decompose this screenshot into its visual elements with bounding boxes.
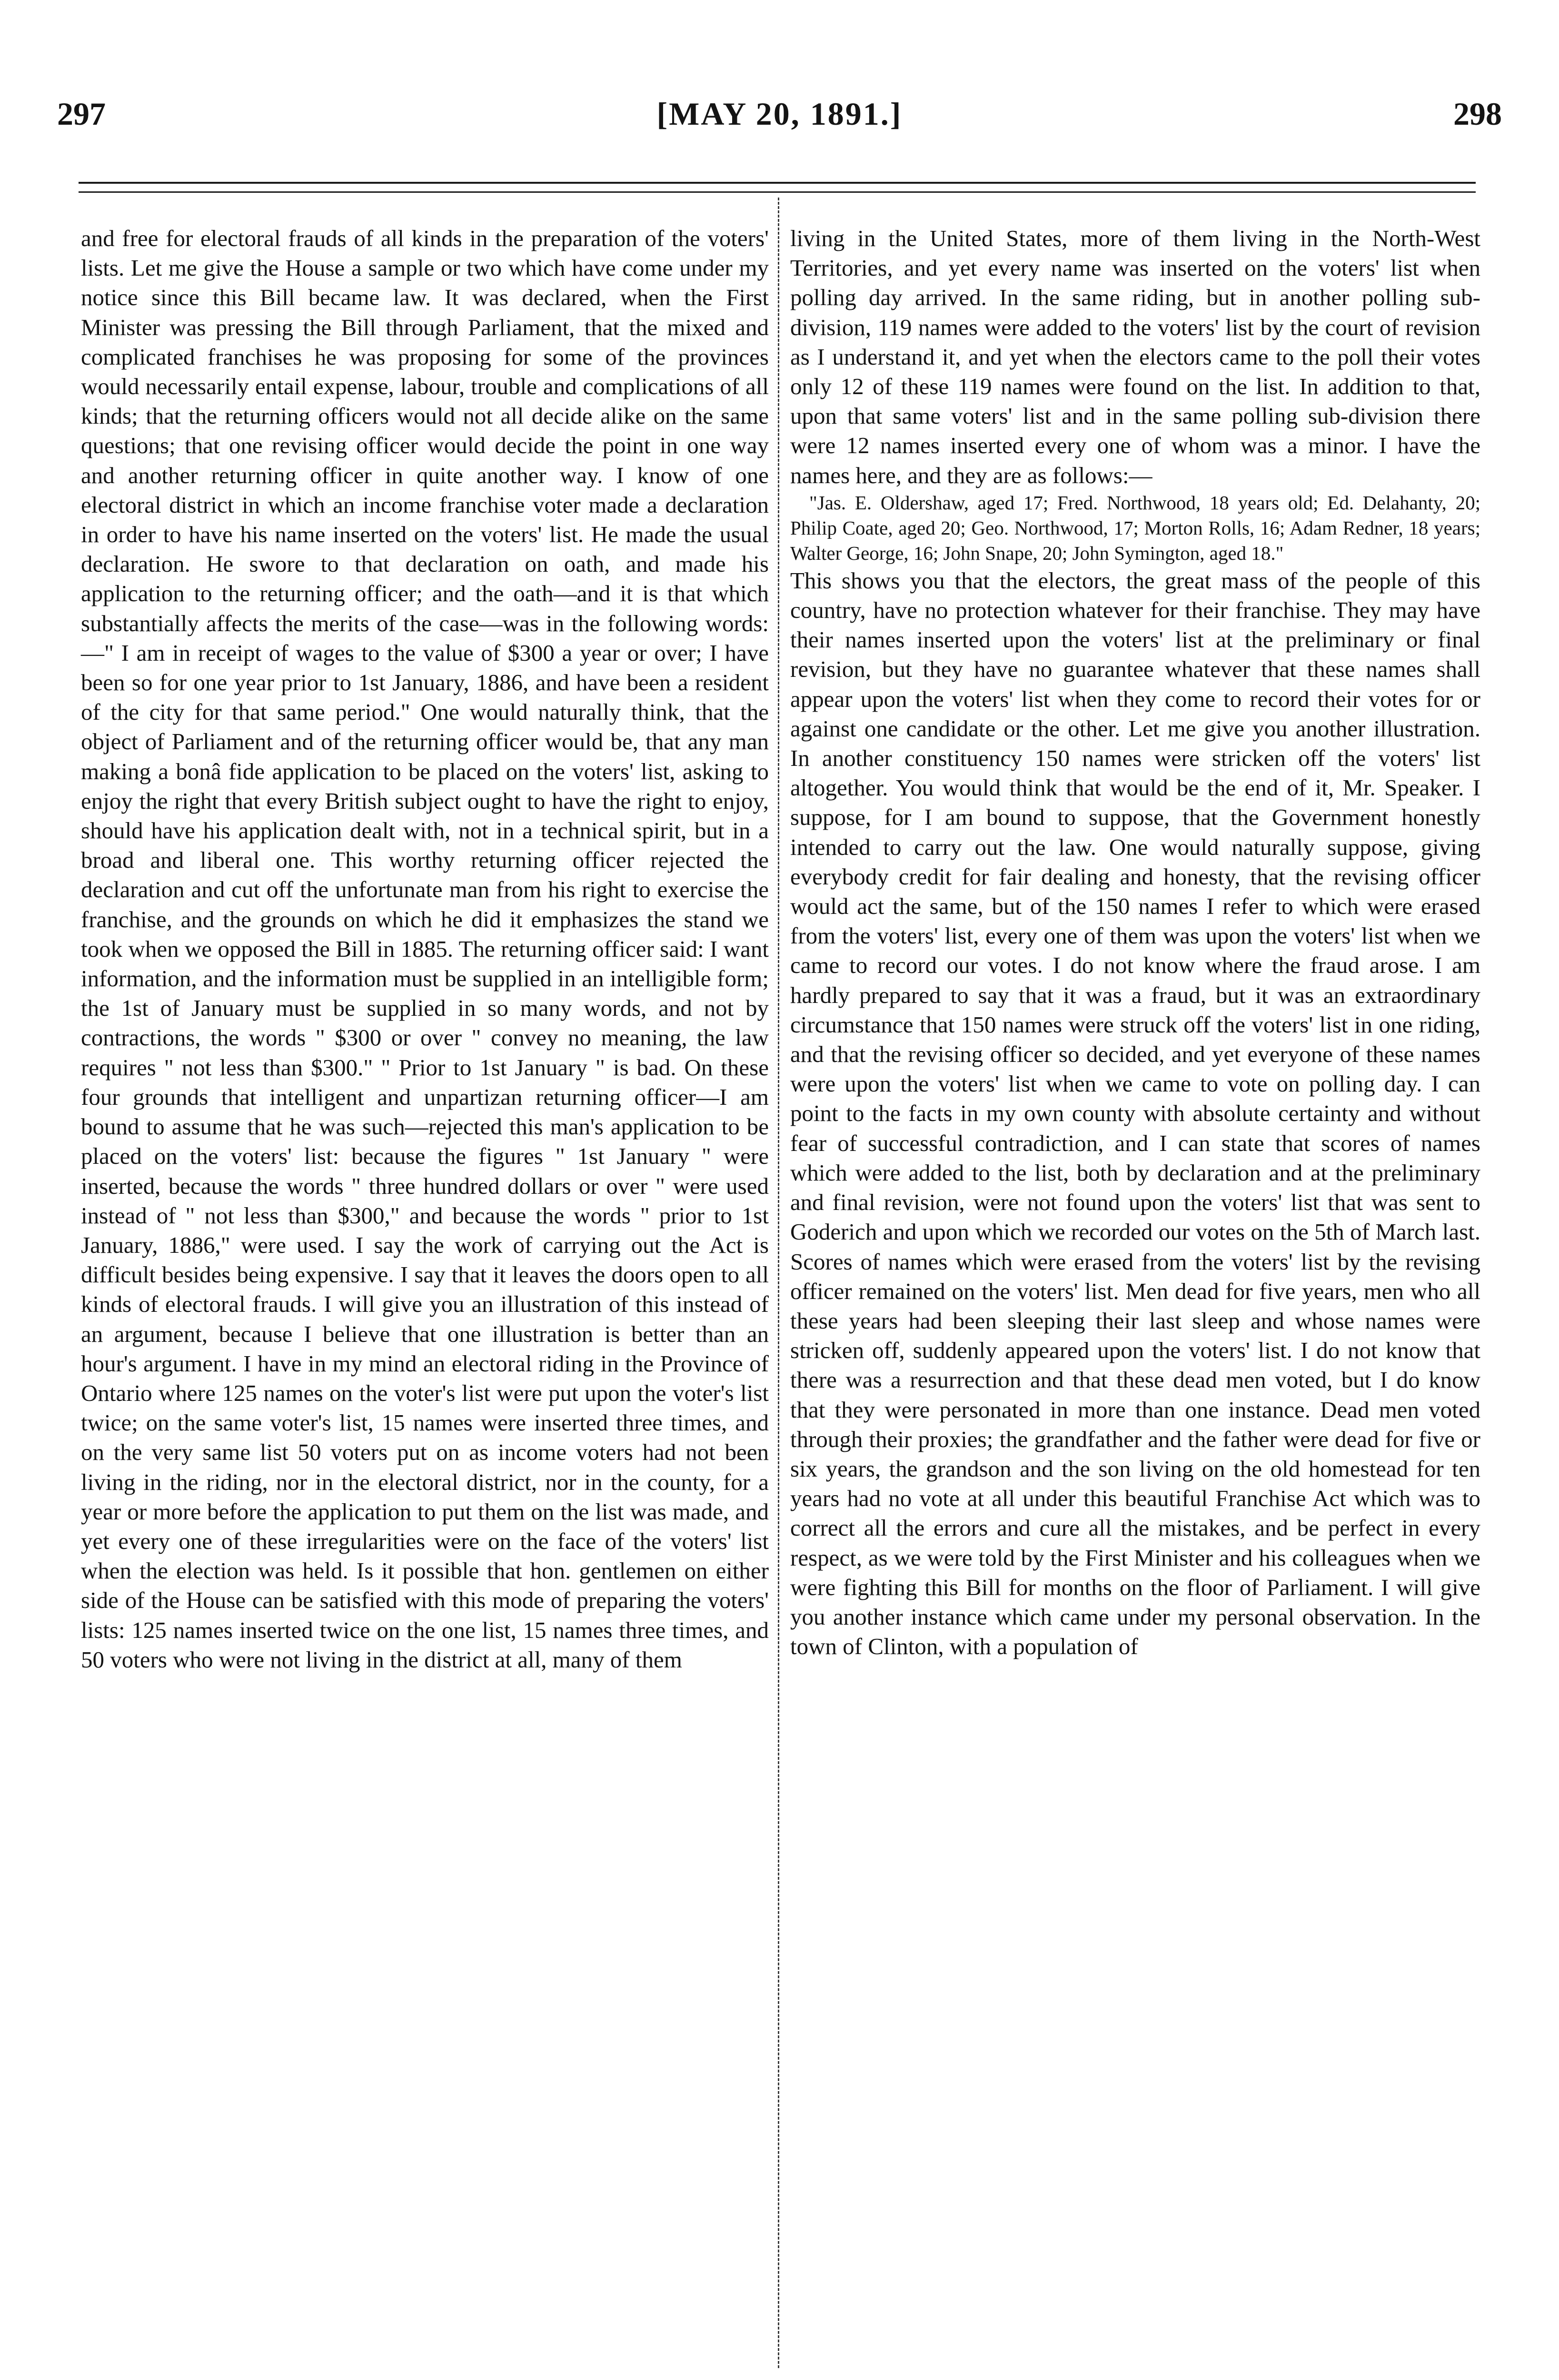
right-column [790, 224, 1480, 1661]
left-column [81, 224, 769, 1675]
header-rule-top [79, 182, 1476, 184]
right-page-number: 298 [1453, 96, 1502, 132]
page-header [57, 95, 1502, 148]
right-column-paragraph-1: living in the United States, more of them living in the North-West Territories, and yet every name was inserted on the voters' list when polling day arrived. In the same riding, but in another polling sub-division, 119 names were added to the voters' list by the court of revision as I understand it, and yet when the electors came to the poll their votes only 12 of these 119 names were found on the list. In addition to that, upon that same voters' list and in the same polling sub-division there were 12 names inserted every one of whom was a minor. I have the names here, and they are as follows:— [790, 225, 1480, 488]
names-quote: "Jas. E. Oldershaw, aged 17; Fred. Northwood, 18 years old; Ed. Delahanty, 20; Philip Coate, aged 20; Geo. Northwood, 17; Morton Rolls, 16; Adam Redner, 18 years; Walter George, 16; John Snape, 20; John Symington, aged 18." [790, 491, 1480, 564]
header-rule-bottom [79, 191, 1476, 193]
page-date: [MAY 20, 1891.] [656, 96, 903, 132]
left-column-paragraph: and free for electoral frauds of all kinds in the preparation of the voters' lists. Let me give the House a sample or two which have come under my notice since this Bill became law. It was declared, when the First Minister was pressing the Bill through Parliament, that the mixed and complicated franchises he was proposing for some of the provinces would necessarily entail expense, labour, trouble and complications of all kinds; that the returning officers would not all decide alike on the same questions; that one revising officer would decide the point in one way and another returning officer in quite another way. I know of one electoral district in which an income franchise voter made a declaration in order to have his name inserted on the voters' list. He made the usual declaration. He swore to that declaration on oath, and made his application to the returning officer; and the oath—and it is that which substantially affects the merits of the case—was in the following words:—" I am in receipt of wages to the value of $300 a year or over; I have been so for one year prior to 1st January, 1886, and have been a resident of the city for that same period." One would naturally think, that the object of Parliament and of the returning officer would be, that any man making a bonâ fide application to be placed on the voters' list, asking to enjoy the right that every British subject ought to have the right to enjoy, should have his application dealt with, not in a technical spirit, but in a broad and liberal one. This worthy returning officer rejected the declaration and cut off the unfortunate man from his right to exercise the franchise, and the grounds on which he did it emphasizes the stand we took when we opposed the Bill in 1885. The returning officer said: I want information, and the information must be supplied in an intelligible form; the 1st of January must be supplied in so many words, and not by contractions, the words " $300 or over " convey no meaning, the law requires " not less than $300." " Prior to 1st January " is bad. On these four grounds that intelligent and unpartizan returning officer—I am bound to assume that he was such—rejected this man's application to be placed on the voters' list: because the figures " 1st January " were inserted, because the words " three hundred dollars or over " were used instead of " not less than $300," and because the words " prior to 1st January, 1886," were used. I say the work of carrying out the Act is difficult besides being expensive. I say that it leaves the doors open to all kinds of electoral frauds. I will give you an illustration of this instead of an argument, because I believe that one illustration is better than an hour's argument. I have in my mind an electoral riding in the Province of Ontario where 125 names on the voter's list were put upon the voter's list twice; on the same voter's list, 15 names were inserted three times, and on the very same list 50 voters put on as income voters had not been living in the riding, nor in the electoral district, nor in the county, for a year or more before the application to put them on the list was made, and yet every one of these irregularities were on the face of the voters' list when the election was held. Is it possible that hon. gentlemen on either side of the House can be satisfied with this mode of preparing the voters' lists: 125 names inserted twice on the one list, 15 names three times, and 50 voters who were not living in the district at all, many of them [81, 225, 769, 1673]
left-page-number: 297 [57, 96, 106, 132]
right-column-paragraph-2: This shows you that the electors, the great mass of the people of this country, have no protection whatever for their franchise. They may have their names inserted upon the voters' list at the preliminary or final revision, but they have no guarantee whatever that these names shall appear upon the voters' list when they come to record their votes for or against one candidate or the other. Let me give you another illustration. In another constituency 150 names were stricken off the voters' list altogether. You would think that would be the end of it, Mr. Speaker. I suppose, for I am bound to suppose, that the Government honestly intended to carry out the law. One would naturally suppose, giving everybody credit for fair dealing and honesty, that the revising officer would act the same, but of the 150 names I refer to which were erased from the voters' list, every one of them was upon the voters' list when we came to record our votes. I do not know where the fraud arose. I am hardly prepared to say that it was a fraud, but it was an extraordinary circumstance that 150 names were struck off the voters' list in one riding, and that the revising officer so decided, and yet everyone of these names were upon the voters' list when we came to vote on polling day. I can point to the facts in my own county with absolute certainty and without fear of successful contradiction, and I can state that scores of names which were added to the list, both by declaration and at the preliminary and final revision, were not found upon the voters' list that was sent to Goderich and upon which we recorded our votes on the 5th of March last. Scores of names which were erased from the voters' list by the revising officer remained on the voters' list. Men dead for five years, men who all these years had been sleeping their last sleep and whose names were stricken off, suddenly appeared upon the voters' list. I do not know that there was a resurrection and that these dead men voted, but I do know that they were personated in more than one instance. Dead men voted through their proxies; the grandfather and the father were dead for five or six years, the grandson and the son living on the old homestead for ten years had no vote at all under this beautiful Franchise Act which was to correct all the errors and cure all the mistakes, and be perfect in every respect, as we were told by the First Minister and his colleagues when we were fighting this Bill for months on the floor of Parliament. I will give you another instance which came under my personal observation. In the town of Clinton, with a population of [790, 567, 1480, 1660]
column-divider [778, 198, 779, 2368]
